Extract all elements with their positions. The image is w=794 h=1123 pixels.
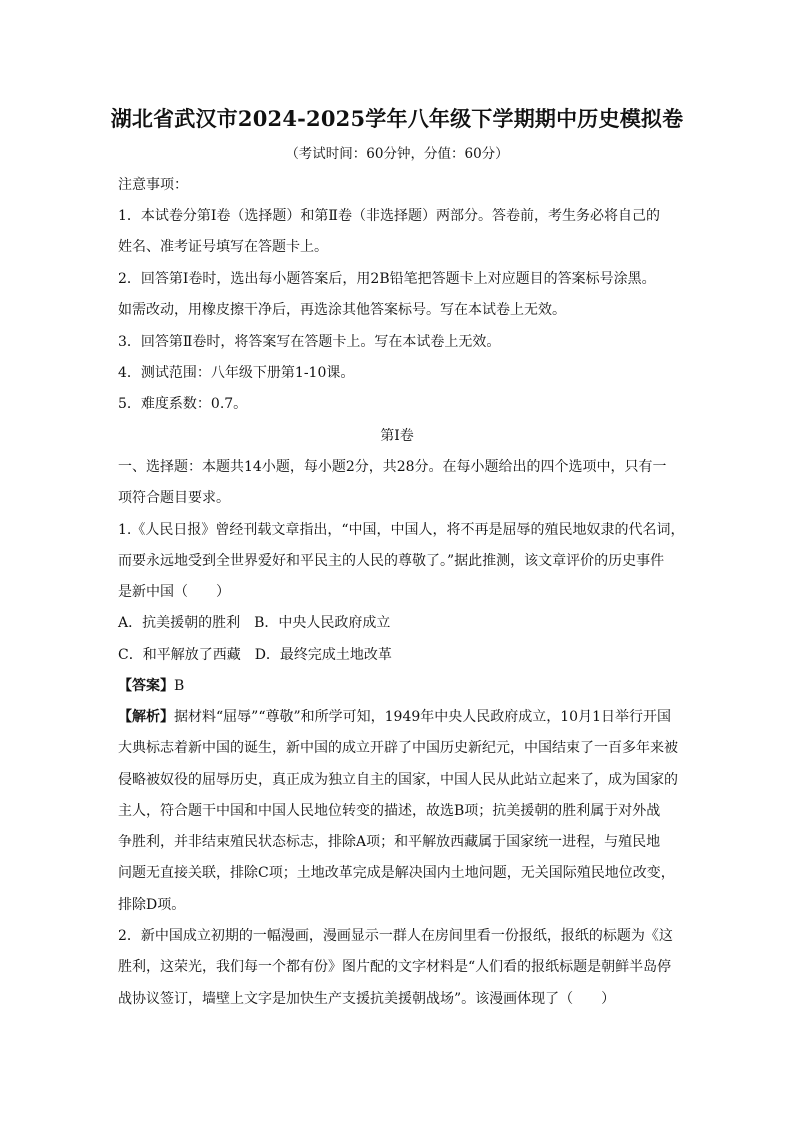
question-2-stem: 胜利，这荣光，我们每一个都有份》图片配的文字材料是“人们看的报纸标题是朝鲜半岛停: [118, 959, 672, 975]
analysis-line: 排除D项。: [118, 897, 186, 913]
question-2-stem: 2．新中国成立初期的一幅漫画，漫画显示一群人在房间里看一份报纸，报纸的标题为《这: [118, 928, 673, 944]
note-line: 2．回答第Ⅰ卷时，选出每小题答案后，用2B铅笔把答题卡上对应题目的答案标号涂黑。: [118, 271, 656, 287]
note-line: 姓名、准考证号填写在答题卡上。: [118, 239, 328, 255]
part-intro-line: 一、选择题：本题共14小题，每小题2分，共28分。在每小题给出的四个选项中，只有一: [118, 459, 667, 475]
note-line: 3．回答第Ⅱ卷时，将答案写在答题卡上。写在本试卷上无效。: [118, 334, 501, 350]
question-1-options: C．和平解放了西藏 D．最终完成土地改革: [118, 647, 392, 663]
answer-label: 【答案】: [118, 678, 174, 694]
note-line: 5．难度系数：0.7。: [118, 396, 248, 412]
question-1-stem: 是新中国（ ）: [118, 584, 230, 600]
note-line: 4．测试范围：八年级下册第1-10课。: [118, 365, 355, 381]
question-1-stem: 而要永远地受到全世界爱好和平民主的人民的尊敬了。”据此推测，该文章评价的历史事件: [118, 553, 665, 569]
page-title: 湖北省武汉市2024-2025学年八年级下学期期中历史模拟卷: [110, 106, 684, 131]
analysis-line: 争胜利，并非结束殖民状态标志，排除A项；和平解放西藏属于国家统一进程，与殖民地: [118, 834, 661, 850]
analysis-line: 大典标志着新中国的诞生，新中国的成立开辟了中国历史新纪元，中国结束了一百多年来被: [118, 740, 678, 756]
exam-info: （考试时间：60分钟，分值：60分）: [285, 146, 509, 162]
analysis-line: 问题无直接关联，排除C项；土地改革完成是解决国内土地问题，无关国际殖民地位改变，: [118, 865, 675, 881]
analysis-line: 侵略被奴役的屈辱历史，真正成为独立自主的国家，中国人民从此站立起来了，成为国家的: [118, 772, 678, 788]
analysis-label: 【解析】: [118, 709, 174, 725]
answer-value: B: [174, 678, 185, 694]
question-1-answer: [118, 675, 688, 697]
note-line: 1．本试卷分第Ⅰ卷（选择题）和第Ⅱ卷（非选择题）两部分。答卷前，考生务必将自己的: [118, 208, 660, 224]
section-title: 第Ⅰ卷: [380, 428, 414, 444]
analysis-line: 主人，符合题干中国和中国人民地位转变的描述，故选B项；抗美援朝的胜利属于对外战: [118, 803, 661, 819]
question-1-options: A．抗美援朝的胜利 B．中央人民政府成立: [118, 615, 391, 631]
analysis-line: 据材料“屈辱”“尊敬”和所学可知，1949年中央人民政府成立，10月1日举行开国: [174, 709, 671, 725]
part-intro-line: 项符合题目要求。: [118, 490, 230, 506]
question-1-stem: 1.《人民日报》曾经刊载文章指出，“中国，中国人，将不再是屈辱的殖民地奴隶的代名词，: [118, 522, 685, 538]
question-1-analysis: [118, 706, 688, 728]
note-line: 如需改动，用橡皮擦干净后，再选涂其他答案标号。写在本试卷上无效。: [118, 302, 566, 318]
question-2-stem: 战协议签订，墙壁上文字是加快生产支援抗美援朝战场”。该漫画体现了（ ）: [118, 991, 616, 1007]
notes-heading: 注意事项：: [118, 177, 188, 193]
